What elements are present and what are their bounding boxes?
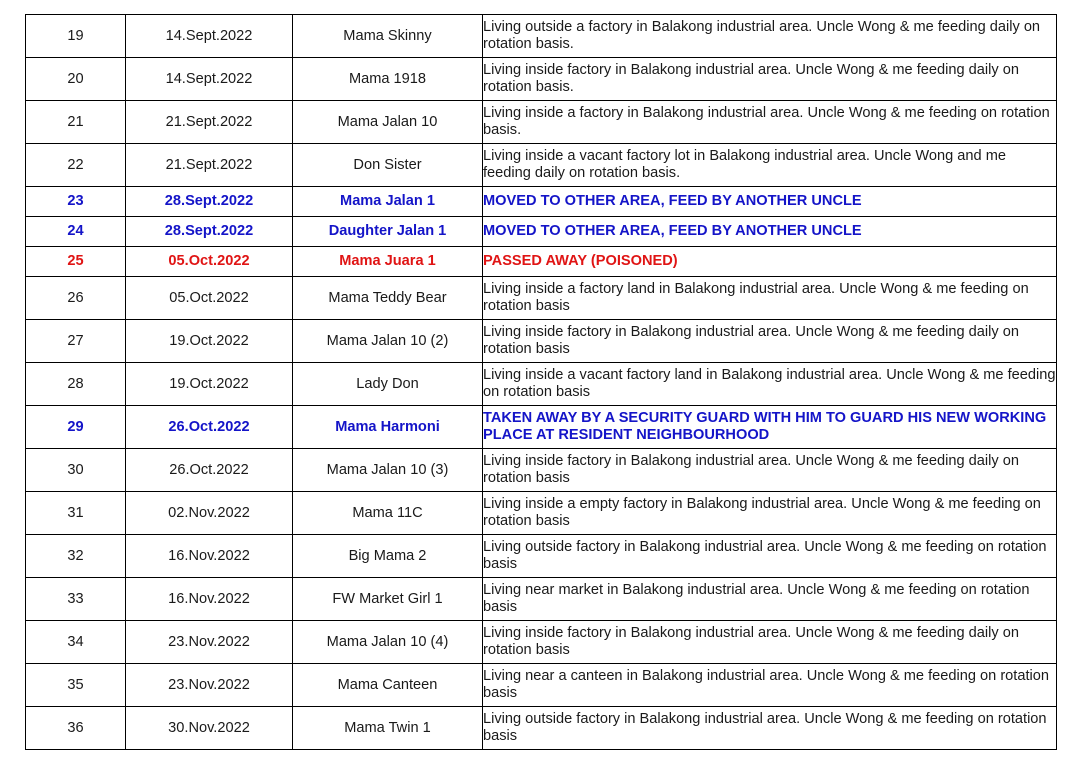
feeding-records-table xyxy=(25,14,1057,750)
table-row xyxy=(26,277,1057,320)
row-date: 02.Nov.2022 xyxy=(126,492,293,535)
row-description: Living inside a factory land in Balakong industrial area. Uncle Wong & me feeding on rotation basis xyxy=(483,277,1057,320)
row-description: Living inside a vacant factory lot in Balakong industrial area. Uncle Wong and me feeding daily on rotation basis. xyxy=(483,144,1057,187)
row-date: 16.Nov.2022 xyxy=(126,535,293,578)
row-number: 27 xyxy=(26,320,126,363)
table-row xyxy=(26,492,1057,535)
row-cat-name: Mama Jalan 10 (4) xyxy=(293,621,483,664)
row-description: Living inside a factory in Balakong industrial area. Uncle Wong & me feeding on rotation basis. xyxy=(483,101,1057,144)
row-description: Living outside a factory in Balakong industrial area. Uncle Wong & me feeding daily on rotation basis. xyxy=(483,15,1057,58)
row-cat-name: Mama Juara 1 xyxy=(293,247,483,277)
row-description: Living inside factory in Balakong industrial area. Uncle Wong & me feeding daily on rotation basis xyxy=(483,621,1057,664)
table-row xyxy=(26,15,1057,58)
row-date: 26.Oct.2022 xyxy=(126,406,293,449)
row-cat-name: Lady Don xyxy=(293,363,483,406)
row-date: 14.Sept.2022 xyxy=(126,58,293,101)
row-cat-name: Don Sister xyxy=(293,144,483,187)
row-description: Living inside a empty factory in Balakong industrial area. Uncle Wong & me feeding on rotation basis xyxy=(483,492,1057,535)
row-number: 35 xyxy=(26,664,126,707)
row-cat-name: Mama Harmoni xyxy=(293,406,483,449)
table-row xyxy=(26,707,1057,750)
row-number: 19 xyxy=(26,15,126,58)
row-number: 20 xyxy=(26,58,126,101)
row-date: 26.Oct.2022 xyxy=(126,449,293,492)
table-row xyxy=(26,363,1057,406)
table-row xyxy=(26,187,1057,217)
row-description: Living outside factory in Balakong industrial area. Uncle Wong & me feeding on rotation basis xyxy=(483,535,1057,578)
table-row xyxy=(26,449,1057,492)
table-row xyxy=(26,101,1057,144)
table-row xyxy=(26,58,1057,101)
row-cat-name: Mama 1918 xyxy=(293,58,483,101)
row-number: 32 xyxy=(26,535,126,578)
row-number: 28 xyxy=(26,363,126,406)
row-description: Living outside factory in Balakong industrial area. Uncle Wong & me feeding on rotation basis xyxy=(483,707,1057,750)
row-cat-name: Mama 11C xyxy=(293,492,483,535)
row-number: 25 xyxy=(26,247,126,277)
row-number: 21 xyxy=(26,101,126,144)
row-date: 28.Sept.2022 xyxy=(126,187,293,217)
row-description: Living inside a vacant factory land in Balakong industrial area. Uncle Wong & me feeding on rotation basis xyxy=(483,363,1057,406)
table-row xyxy=(26,217,1057,247)
row-date: 14.Sept.2022 xyxy=(126,15,293,58)
row-cat-name: Mama Skinny xyxy=(293,15,483,58)
row-number: 24 xyxy=(26,217,126,247)
row-status-note: TAKEN AWAY BY A SECURITY GUARD WITH HIM TO GUARD HIS NEW WORKING PLACE AT RESIDENT NEIGHBOURHOOD xyxy=(483,406,1057,449)
row-cat-name: Mama Jalan 10 xyxy=(293,101,483,144)
row-date: 05.Oct.2022 xyxy=(126,247,293,277)
table-row xyxy=(26,621,1057,664)
row-cat-name: Mama Twin 1 xyxy=(293,707,483,750)
row-number: 34 xyxy=(26,621,126,664)
row-description: Living near a canteen in Balakong industrial area. Uncle Wong & me feeding on rotation basis xyxy=(483,664,1057,707)
row-cat-name: Big Mama 2 xyxy=(293,535,483,578)
row-date: 05.Oct.2022 xyxy=(126,277,293,320)
row-cat-name: Mama Canteen xyxy=(293,664,483,707)
row-number: 29 xyxy=(26,406,126,449)
table-row xyxy=(26,664,1057,707)
row-cat-name: Mama Teddy Bear xyxy=(293,277,483,320)
row-description: Living inside factory in Balakong industrial area. Uncle Wong & me feeding daily on rotation basis xyxy=(483,320,1057,363)
row-cat-name: FW Market Girl 1 xyxy=(293,578,483,621)
table-row xyxy=(26,320,1057,363)
row-number: 33 xyxy=(26,578,126,621)
table-row xyxy=(26,535,1057,578)
row-number: 36 xyxy=(26,707,126,750)
row-cat-name: Mama Jalan 1 xyxy=(293,187,483,217)
table-row xyxy=(26,406,1057,449)
row-date: 21.Sept.2022 xyxy=(126,144,293,187)
table-body xyxy=(26,15,1057,750)
row-date: 19.Oct.2022 xyxy=(126,320,293,363)
table-row xyxy=(26,578,1057,621)
row-cat-name: Daughter Jalan 1 xyxy=(293,217,483,247)
row-date: 28.Sept.2022 xyxy=(126,217,293,247)
row-date: 21.Sept.2022 xyxy=(126,101,293,144)
row-date: 16.Nov.2022 xyxy=(126,578,293,621)
row-date: 19.Oct.2022 xyxy=(126,363,293,406)
row-description: Living inside factory in Balakong industrial area. Uncle Wong & me feeding daily on rotation basis xyxy=(483,449,1057,492)
row-number: 26 xyxy=(26,277,126,320)
row-description: Living near market in Balakong industrial area. Uncle Wong & me feeding on rotation basis xyxy=(483,578,1057,621)
table-row xyxy=(26,247,1057,277)
row-number: 23 xyxy=(26,187,126,217)
row-cat-name: Mama Jalan 10 (2) xyxy=(293,320,483,363)
row-number: 31 xyxy=(26,492,126,535)
row-status-note: PASSED AWAY (POISONED) xyxy=(483,247,1057,277)
table-row xyxy=(26,144,1057,187)
row-status-note: MOVED TO OTHER AREA, FEED BY ANOTHER UNCLE xyxy=(483,217,1057,247)
row-number: 22 xyxy=(26,144,126,187)
row-status-note: MOVED TO OTHER AREA, FEED BY ANOTHER UNCLE xyxy=(483,187,1057,217)
row-cat-name: Mama Jalan 10 (3) xyxy=(293,449,483,492)
row-date: 30.Nov.2022 xyxy=(126,707,293,750)
row-description: Living inside factory in Balakong industrial area. Uncle Wong & me feeding daily on rotation basis. xyxy=(483,58,1057,101)
row-date: 23.Nov.2022 xyxy=(126,621,293,664)
row-date: 23.Nov.2022 xyxy=(126,664,293,707)
row-number: 30 xyxy=(26,449,126,492)
